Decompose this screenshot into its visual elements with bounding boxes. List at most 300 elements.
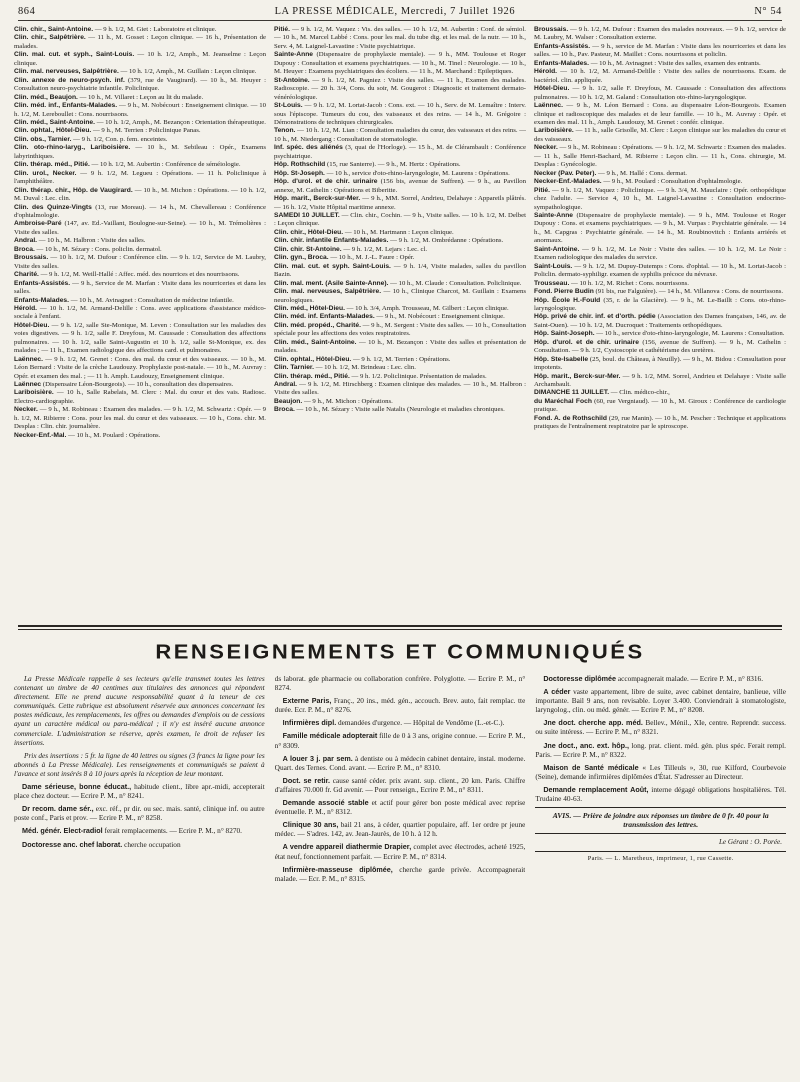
clinic-name: Andral. xyxy=(274,381,298,389)
clinic-name: Clin. ophtal., Hôtel-Dieu. xyxy=(274,355,352,363)
classified-ad xyxy=(14,840,265,849)
issue-number: N° 54 xyxy=(754,6,782,17)
running-head xyxy=(18,6,782,21)
clinic-entry xyxy=(534,178,786,186)
clinic-name: Broca. xyxy=(274,406,295,414)
saturday-heading: SAMEDI 10 JUILLET. xyxy=(274,211,340,219)
ad-lead: Clinique 30 ans, xyxy=(282,820,339,830)
clinic-details: — 9 h. 1/2, M. Dupuy-Dutemps : Cons. d'ophtal. — 10 h., M. Lortat-Jacob : Policlin. dermato-syphiligr. examen de syphilis précoce du névraxe. xyxy=(534,262,786,279)
clinic-entry xyxy=(14,77,266,94)
clinic-entry xyxy=(14,356,266,381)
clinic-details: — 10 h., M. Avinagnet : Visite des salles, examen des entrants. xyxy=(589,59,761,67)
clinic-name: Hôp. Ste-Isabelle xyxy=(534,355,589,363)
sunday-heading: DIMANCHE 11 JUILLET. xyxy=(534,389,610,397)
clinic-name: Clin. méd., Saint-Antoine. xyxy=(274,338,357,346)
ad-lead: Jne doct., anc. ext. hôp., xyxy=(543,740,630,750)
clinic-entry xyxy=(14,26,266,34)
ad-lead: A vendre appareil diathermie Drapier, xyxy=(282,842,412,852)
clinic-name: Enfants-Malades. xyxy=(14,296,69,304)
clinic-name: Hôtel-Dieu. xyxy=(14,321,50,329)
clinic-details: — 10 h., M. Sézary : Cons. policlin. dermatol. xyxy=(34,245,162,253)
clinic-details: — 9 h., MM. Sorrel, Andrieu, Delahaye : Appareils plâtrés. — 16 h. 1/2, Visite Hôpital maritime annexe. xyxy=(274,195,526,211)
schedule-column-3 xyxy=(534,26,786,619)
clinic-name: Andral. xyxy=(14,237,38,245)
clinic-details: (156, avenue de Suffren). — 9 h., M. Cathelin : Consultation. — 9 h. 1/2, Cystoscopie et cathétérisme des uretères. xyxy=(534,338,786,355)
page-number: 864 xyxy=(18,6,36,17)
clinic-details: — 9 h., M. Poulard : Consultation d'ophtalmologie. xyxy=(601,178,743,186)
section-banner: RENSEIGNEMENTS ET COMMUNIQUÉS xyxy=(155,639,645,663)
clinic-entry xyxy=(14,94,266,102)
clinic-name: Clin. mal. nerveuses, Salpêtrière. xyxy=(14,68,119,76)
saturday-first-entry: — Clin. chir., Cochin. — 9 h., Visite salles. — 10 h. 1/2, M. Delbet : Leçon clinique. xyxy=(274,211,526,228)
clinic-details: — 9 h. 1/2, M. Grenet : Cons. des mal. du cœur et des vaisseaux. — 10 h., M. Léon Bernard : Visite de la crèche Laudouzy. Prophylaxie post-natale. — 10 h., M. Auvray : Opér. et examen des mal. ; — 11 h. Amph. Laudouzy, Enseignement clinique. xyxy=(14,355,266,380)
classified-ad xyxy=(275,696,526,714)
clinic-details: — 11 h., M. Gosset : Leçon clinique. — 16 h., Présentation de malades. xyxy=(14,34,266,50)
clinic-entry xyxy=(274,229,526,237)
clinic-entry xyxy=(274,288,526,305)
clinic-name: Clin. méd., Saint-Antoine. xyxy=(14,118,95,126)
ad-text: Bellev., Ménil., XIe, centre. Reprendr. success. ou suite intéress. — Ecrire P. M., n° 8321. xyxy=(535,718,786,737)
classified-ad xyxy=(275,731,526,749)
clinic-entry xyxy=(14,119,266,127)
clinic-entry xyxy=(14,161,266,169)
clinic-entry xyxy=(14,305,266,322)
clinic-name: Clin. chir., Hôtel-Dieu. xyxy=(274,228,344,236)
clinic-name: Clin. méd., Beaujon. xyxy=(14,93,78,101)
clinic-name: Trousseau. xyxy=(534,279,570,287)
clinic-details: — 9 h. 1/2, M. Hirschberg : Examen clinique des malades. — 10 h., M. Halbron : Visite des salles. xyxy=(274,381,526,397)
clinic-name: Necker-Enf.-Mal. xyxy=(14,431,67,439)
clinic-details: — 9 h., M. Nobécourt : Enseignement clinique. xyxy=(374,313,505,321)
clinic-details: — 9 h., M. Robineau : Opérations. — 9 h. 1/2, M. Schwartz : Examen des malades. — 11 h., Salle Henri-Bachard, M. Ribierre : Leçon clin. — 11 h., Cons. chirurgie, M. Desplas : Gynécologie. xyxy=(534,144,786,169)
section-rule-thin xyxy=(18,629,782,630)
ad-text: à dentiste ou à médecin cabinet dentaire, instal. moderne. Quart. des Ternes. Cond. avant. — Ecrire P. M., n° 8310. xyxy=(274,753,526,772)
clinic-details: (379, rue de Vaugirard). — 10 h., M. Heuyer : Consultation neuro-psychiatrie infantile. Policlinique. xyxy=(14,76,266,93)
clinic-details: — 10 h. 1/2, M. Dufour : Conférence clin. — 9 h. 1/2, Service de M. Laubry, Visite des salles. xyxy=(14,254,266,270)
clinic-details: — 10 h. 3/4, Amph. Trousseau, M. Gilbert : Leçon clinique. xyxy=(344,304,509,312)
classified-ad xyxy=(535,687,786,714)
clinic-details: — 10 h., M. Halbron : Visite des salles. xyxy=(37,237,146,245)
classified-ad xyxy=(275,718,526,727)
clinic-name: Necker (Pav. Peter). xyxy=(534,169,597,177)
clinic-name: Clin. méd., Hôtel-Dieu. xyxy=(274,304,345,312)
notice-box: AVIS. — Prière de joindre aux réponses un timbre de 0 fr. 40 pour la transmission des lettres. xyxy=(535,807,786,833)
ad-lead: A céder xyxy=(543,687,571,697)
clinic-entry xyxy=(274,263,526,280)
clinic-details: — 10 h., M. Bezançon : Visite des salles et présentation de malades. xyxy=(274,338,526,355)
classified-ad xyxy=(275,820,526,838)
clinic-entry xyxy=(534,170,786,178)
clinic-details: (Dispensaire Léon-Bourgeois). — 10 h., consultation des dispensaires. xyxy=(41,381,234,389)
clinic-name: Hôp. marit., Berck-sur-Mer. xyxy=(534,372,621,380)
ad-lead: Dame sérieuse, bonne éducat., xyxy=(22,782,132,792)
clinic-details: — 9 h., M. Sergent : Visite des salles. — 10 h., Consultation spéciale pour les affections des voies respiratoires. xyxy=(274,321,526,338)
clinic-name: Hôp. marit., Berck-sur-Mer. xyxy=(274,195,361,203)
clinic-entry xyxy=(274,195,526,212)
clinic-entry xyxy=(274,364,526,372)
clinic-details: (Dispensaire de prophylaxie mentale). — 9 h., MM. Toulouse et Roger Dupouy : Cons. et examens psychiatriques. — 9 h., M. Vurpas : Psychiatrie générale. — 14 h., M. Capgras : Psychiatrie générale. — 14 h., M. Roubinovitch : Enfants arriérés et anormaux. xyxy=(534,211,786,245)
clinic-details: (60, rue Vergniaud). — 10 h., M. Giroux : Conférence de cardiologie pratique. xyxy=(534,397,786,414)
sunday-lead: — Clin. médico-chir., xyxy=(609,389,670,397)
clinic-entry xyxy=(274,381,526,398)
clinic-name: Necker. xyxy=(14,406,38,414)
clinic-name: Lariboisière. xyxy=(534,127,574,135)
clinic-name: Clin. chir. infantile Enfants-Malades. xyxy=(274,237,389,245)
ad-lead: Externe Paris, xyxy=(282,696,332,706)
clinic-name: Clin. chir., Saint-Antoine. xyxy=(14,26,94,33)
clinic-name: Hôtel-Dieu. xyxy=(534,85,570,93)
clinic-details: — 9 h. 1/2, M. Vaquez : Vis. des salles. — 10 h. 1/2, M. Aubertin : Conf. de sémiol. — 10 h., M. Marcel Labbé : Cons. pour les mal. du tube dig. et les mal. de la nutr. — 10 h., Serv. 4, M. Laignel-Lavastine : Visite psychiatrique. xyxy=(274,26,526,50)
clinic-entry xyxy=(534,288,786,296)
clinic-entry xyxy=(534,339,786,356)
clinic-details: — 10 h. 1/2, M. Brindeau : Lec. clin. xyxy=(314,364,416,372)
ad-lead: Demande associé stable xyxy=(282,798,369,808)
clinic-name: Hôp. St-Joseph. xyxy=(274,169,325,177)
clinic-details: — 10 h., M. Michon : Opérations. — 10 h. 1/2, M. Duval : Lec. clin. xyxy=(14,186,266,203)
clinic-details: — 9 h. 1/2, M. Dufour : Examen des malades nouveaux. — 9 h. 1/2, service de M. Laubry, M. Walser : Consultation externe. xyxy=(534,26,786,42)
clinic-name: Clin. thérap. chir., Hôp. de Vaugirard. xyxy=(14,186,133,194)
clinic-details: — 9 h., M. Robineau : Examen des malades. — 9 h. 1/2, M. Schwartz : Opér. — 9 h. 1/2, M. Ribierre : Cons. pour les mal. du cœur et des vaisseaux. — 10 h., Cons. chir. M. Desplas : Clin. chir. journalière. xyxy=(14,406,266,431)
ad-lead: Maison de Santé médicale xyxy=(543,762,639,772)
clinic-name: Inf. spéc. des aliénés xyxy=(274,144,343,152)
clinic-details: — 9 h. 1/2, M. Lejars : Lec. cl. xyxy=(341,245,428,253)
clinic-details: (147, av. Ed.-Vaillant, Boulogne-sur-Seine). — 10 h., M. Trémolières : Visite des salles. xyxy=(14,220,266,236)
clinic-name: Clin. gyn., Broca. xyxy=(274,254,329,262)
clinic-name: Pitié. xyxy=(534,186,550,194)
clinic-entry xyxy=(274,26,526,51)
clinic-details: (3, quai de l'Horloge). — 15 h., M. de Clérambault : Conférence psychiatrique. xyxy=(274,144,526,160)
clinic-details: — 9 h. 1/2. Policlinique. Présentation de malades. xyxy=(349,372,487,380)
clinic-name: Hôp. d'urol. et de chir. urinaire xyxy=(534,338,639,346)
classifieds-column-1 xyxy=(14,674,265,1034)
ad-text: Franç., 20 ins., méd. gén., accouch. Brev. auto, fait remplac. tte durée. Ecr. P. M., n° 8276. xyxy=(274,696,526,715)
clinic-entry xyxy=(14,51,266,68)
clinic-name: Tenon. xyxy=(274,127,296,135)
clinic-details: — 10 h. 1/2, M. Lian : Consultation maladies du cœur, des vaisseaux et des reins. — 10 h., M. Niedergang : Consultation de stomatologie. xyxy=(274,127,526,143)
clinic-entry xyxy=(274,178,526,195)
ad-lead: Infirmières dipl. xyxy=(282,718,337,728)
clinic-name: Hérold. xyxy=(534,68,558,76)
clinic-name: Clin. annexe de neuro-psych. inf. xyxy=(14,76,125,84)
saturday-entry xyxy=(274,212,526,229)
ad-text: vaste appartement, libre de suite, avec cabinet dentaire, banlieue, ville importante. Bail 9 ans, non revisable. Loyer 3.400. Conviendrait à stomatologiste, laryngolog., clin. ou méd. génér. — Ecrire P. M., n° 8208. xyxy=(535,687,786,715)
clinic-name: Hôp. Rothschild xyxy=(274,161,326,169)
clinic-name: Beaujon. xyxy=(274,397,303,405)
clinic-name: Saint-Louis. xyxy=(534,262,573,270)
clinic-details: — 11 h., salle Grisolle, M. Clerc : Leçon clinique sur les maladies du cœur et des vaisseaux. xyxy=(534,127,786,143)
clinic-name: Enfants-Assistés. xyxy=(534,42,591,50)
ad-text: cherche occupation xyxy=(122,839,181,849)
clinic-details: — 9 h. 1/2, M. Weill-Hallé : Affec. méd. des nourrices et des nourrissons. xyxy=(38,271,240,279)
clinic-entry xyxy=(274,406,526,414)
sunday-entry xyxy=(534,389,786,397)
clinic-entry xyxy=(274,322,526,339)
ad-text: bail 21 ans, à céder, quartier populaire, aff. 1er ordre pr jeune médec. — S'adres. 142, av. Jean-Jaurès, de 10 h. à 12 h. xyxy=(274,820,526,839)
classified-ad xyxy=(275,776,526,794)
clinic-entry xyxy=(14,136,266,144)
clinic-name: du Maréchal Foch xyxy=(534,397,592,405)
clinic-details: — 9 h. 1/2, salle F. Dreyfous, M. Caussade : Consultation des affections pulmonaires. — 10 h. 1/2, M. Galand : Consultation oto-rhino-laryngologique. xyxy=(534,85,786,101)
clinic-entry xyxy=(274,170,526,178)
clinic-details: — 10 h. 1/2, M. Armand-Delille : Cons. avec applications d'assistance médico-sociale à l'enfant. xyxy=(14,304,266,321)
ad-text: et actif pour gérer bon poste médical avec reprise éventuelle. P. M., n° 8312. xyxy=(274,798,526,817)
clinic-entry xyxy=(274,398,526,406)
clinic-details: — 10 h., M. Claude : Consultation. Policlinique. xyxy=(388,279,522,287)
clinic-name: St-Antoine. xyxy=(274,76,310,84)
clinic-name: Clin. méd. inf., Enfants-Malades. xyxy=(14,102,118,110)
clinic-details: — 9 h. 1/2, M. Le Noir : Visite des salles. — 10 h. 1/2, M. Le Noir : Examen radiologique des malades du service. xyxy=(534,245,786,262)
clinic-name: Laënnec. xyxy=(14,355,43,363)
clinic-name: Hérold. xyxy=(14,304,38,312)
clinic-details: — 9 h., service de M. Marfan : Visite dans les nourriceries et dans les salles. — 10 h., Pav. Pasteur, M. Maillet : Cons. nourrissons et policlin. xyxy=(534,42,786,59)
classified-ad xyxy=(14,782,265,800)
clinic-entry xyxy=(274,305,526,313)
ad-text: interne dégagé obligations hospitalières. Tél. Trudaine 40-63. xyxy=(535,784,786,804)
clinic-entry xyxy=(14,220,266,237)
classifieds-column-3 xyxy=(535,674,786,1034)
clinic-name: Clin. obs., Tarnier. xyxy=(14,135,72,143)
clinic-details: — 10 h., service d'oto-rhino-laryngologie, M. Laurens : Consultation. xyxy=(594,330,785,338)
clinic-entry xyxy=(14,381,266,389)
clinic-entry xyxy=(14,237,266,245)
clinic-name: Necker. xyxy=(534,144,558,152)
clinic-details: — 9 h., Service de M. Marfan : Visite dans les nourriceries et dans les salles. xyxy=(14,279,266,296)
clinic-details: — 9 h. 1/2, salle Ste-Monique, M. Leven : Consultation sur les maladies des voies digestives. — 9 h. 1/2, salle F. Dreyfous, M. Caussade : Consultation des affections pulmonaires. — 10 h. 1/2, salle Saint-Augustin et 10 h. 1/2, salle St-Monique, ex. des malades ; — 11 h., Examen radiologique des affections card. et pulmonaires. xyxy=(14,321,266,355)
ad-lead: Dr recom. dame sér., xyxy=(22,804,94,814)
clinic-details: — 9 h., M. Hallé : Cons. dermat. xyxy=(596,169,687,177)
ad-text: « Les Tilleuls », 30, rue Kilford, Courbevoie (Seine), demande infirmières diplômées d'État. S'adresser au Directeur. xyxy=(535,762,786,781)
classified-ad xyxy=(535,741,786,759)
clinic-details: — 9 h. 1/2, M. Giet : Laboratoire et clinique. xyxy=(93,26,217,33)
clinic-name: Fond. A. de Rothschild xyxy=(534,414,607,422)
clinic-entry xyxy=(274,127,526,144)
clinic-entry xyxy=(274,246,526,254)
section-rule xyxy=(18,625,782,627)
clinic-name: Broussais. xyxy=(14,254,49,262)
clinic-name: Clin. des Quinze-Vingts xyxy=(14,203,92,211)
clinic-details: — 10 h., M. Villaret : Leçon au lit du malade. xyxy=(77,93,204,101)
ad-lead: Méd. génér. Elect-radiol xyxy=(22,826,103,836)
clinic-entry xyxy=(14,246,266,254)
clinic-entry xyxy=(534,415,786,432)
clinic-entry xyxy=(14,102,266,119)
clinic-details: — 10 h. 1/2, M. Richet : Cons. nourrissons. xyxy=(569,279,689,287)
ad-text: cause santé céder. prix avant. sup. client., 20 km. Paris. Chiffre d'affaires 70.000 fr. Gd avenir. — Pour renseign., Ecrire P. M., n° 8311. xyxy=(274,775,526,794)
clinic-name: Broussais. xyxy=(534,26,569,33)
clinic-details: — 10 h., service d'oto-rhino-laryngologie, M. Laurens : Opérations. xyxy=(324,169,510,177)
clinic-entry xyxy=(534,246,786,263)
clinic-details: (13, rue Moreau). — 14 h., M. Chevallereau : Conférence d'ophtalmologie. xyxy=(14,203,266,219)
clinic-entry xyxy=(274,313,526,321)
clinic-entry xyxy=(274,144,526,161)
clinic-details: — 10 h., M. Poulard : Opérations. xyxy=(66,431,161,439)
clinic-entry xyxy=(534,313,786,330)
clinic-entry xyxy=(534,102,786,127)
clinic-name: Pitié. xyxy=(274,26,290,33)
clinic-details: — 10 h., Clinique Charcot, M. Guillain : Examens neurologiques. xyxy=(274,288,526,304)
classifieds-prices: Prix des insertions : 5 fr. la ligne de 40 lettres ou signes (3 francs la ligne pour les abonnés à La Presse Médicale). Les renseignements et communiqués se paient à l'avance et sont insérés 8 à 10 jours après la réception de leur montant. xyxy=(14,750,265,778)
ad-text: fille de 0 à 3 ans, origine connue. — Ecrire P. M., n° 8309. xyxy=(274,731,526,750)
clinic-name: Clin. chir., Salpêtrière. xyxy=(14,34,86,42)
clinic-entry xyxy=(534,356,786,373)
clinic-details: — 10 h. 1/2, M. Aubertin : Conférence de séméiologie. xyxy=(89,161,241,169)
clinic-details: — 9 h. 1/2, M. Lortat-Jacob : Cons. ext. — 10 h., Serv. de M. Lemaître : Interv. sous l'épiscope. Tumeurs du cou, des vaisseaux et des reins. — 14 h., M. Grégoire : Démonstrations de techniques chirurgicales. xyxy=(274,102,526,126)
clinic-details: (15, rue Santerre). — 9 h., M. Hertz : Opérations. xyxy=(325,161,461,169)
clinic-details: — 9 h. 1/2, Con. p. fem. enceintes. xyxy=(71,135,168,143)
classified-ad xyxy=(14,804,265,822)
clinic-name: Clin. méd. propéd., Charité. xyxy=(274,321,361,329)
clinic-entry xyxy=(534,187,786,212)
clinic-name: Hôp. Saint-Joseph. xyxy=(534,330,595,338)
clinic-name: Clin. ophtal., Hôtel-Dieu. xyxy=(14,127,92,135)
clinic-details: — 10 h. 1/2, M. Armand-Delille : Visite des salles de nourrissons. Exam. de bactériol. clin. appliquée. xyxy=(534,68,786,84)
printer-line: Paris. — L. Maretheux, imprimeur, 1, rue Cassette. xyxy=(535,851,786,863)
clinic-entry xyxy=(14,127,266,135)
clinic-entry xyxy=(14,432,266,440)
clinic-entry xyxy=(14,254,266,271)
clinic-entry xyxy=(274,254,526,262)
ad-lead: Jne doct. cherche app. méd. xyxy=(543,718,643,728)
ad-text: ferait remplacements. — Ecrire P. M., n° 8270. xyxy=(102,826,242,836)
classified-ad xyxy=(275,842,526,860)
ad-lead: Demande remplacement Août, xyxy=(543,784,649,794)
clinic-name: Charité. xyxy=(14,271,39,279)
schedule-column-1 xyxy=(14,26,266,619)
clinic-details: — 10 h., M. Hartmann : Leçon clinique. xyxy=(343,228,454,236)
clinic-entry xyxy=(534,26,786,43)
clinic-details: — 9 h. 1/2, M. Legueu : Opérations. — 11 h. Policlinique à l'amphithéâtre. xyxy=(14,169,266,186)
clinic-entry xyxy=(14,204,266,221)
clinic-entry xyxy=(274,280,526,288)
clinic-name: Clin. thérap. méd., Pitié. xyxy=(14,161,90,169)
manager-signature: Le Gérant : O. Porée. xyxy=(718,837,783,846)
clinic-details: — 9 h., M. Nobécourt : Enseignement clinique. — 10 h. 1/2, M. Lereboullet : Cons. nourrissons. xyxy=(14,102,266,118)
clinic-entry xyxy=(14,406,266,431)
clinic-name: Hôp. d'urol. et de chir. urinaire xyxy=(274,178,378,186)
clinic-details: — 10 h. 1/2, Amph., M. Jeanselme : Leçon clinique. xyxy=(14,51,266,67)
clinic-details: (91 bis, rue Falguière). — 14 h., M. Villanova : Cons. de nourrissons. xyxy=(593,288,784,296)
clinic-entry xyxy=(534,60,786,68)
clinic-name: Clin. méd. inf. Enfants-Malades. xyxy=(274,313,375,321)
classified-ad xyxy=(275,865,526,883)
clinic-details: — 9 h., M. Terrien : Policlinique Panas. xyxy=(91,127,201,135)
clinic-name: Clin. mal. cut. et syph. Saint-Louis. xyxy=(274,262,391,270)
clinic-entry xyxy=(14,297,266,305)
clinic-entry xyxy=(14,170,266,187)
ad-text: complet avec électrodes, acheté 1925, état neuf, fonctionnement parfait. — Ecrire P. M., n° 8314. xyxy=(274,842,526,861)
clinic-name: Enfants-Assistés. xyxy=(14,279,71,287)
clinic-entry xyxy=(534,373,786,390)
journal-title: LA PRESSE MÉDICALE, Mercredi, 7 Juillet 1926 xyxy=(274,6,516,17)
classified-ad xyxy=(275,798,526,816)
clinic-entry xyxy=(274,339,526,356)
clinic-details: (Dispensaire de prophylaxie mentale). — 9 h., MM. Toulouse et Roger Dupouy : Consultation et examens psychiatriques. — 10 h., M. Tinel : Neurologie. — 10 h., M. Heuyer : Examens psychiatriques des écoliers. — 11 h., M. Marchand : Epileptiques. xyxy=(274,51,526,76)
clinic-name: Fond. Pierre Budin xyxy=(534,288,594,296)
ad-text: ds laborat. gde pharmacie ou collaboration confrère. Polyglotte. — Ecrire P. M., n° 8274. xyxy=(274,674,526,693)
clinic-entry xyxy=(274,356,526,364)
clinic-entry xyxy=(534,263,786,280)
clinic-name: Hôp. privé de chir. inf. et d'orth. pédie xyxy=(534,313,656,321)
ad-text: cherche garde privée. Accompagnerait malade. — Ecr. P. M., n° 8315. xyxy=(274,864,526,883)
classifieds xyxy=(14,674,786,1034)
clinic-details: — 10 h., M. Sézary : Visite salle Natalis (Neurologie et maladies chroniques. xyxy=(294,406,505,414)
clinic-entry xyxy=(14,68,266,76)
clinic-entry xyxy=(534,280,786,288)
classifieds-column-2 xyxy=(275,674,526,1034)
clinic-name: Clin. Tarnier. xyxy=(274,364,315,372)
clinic-details: — 9 h. 1/2, M. Pagniez : Visite des salles. — 11 h., Examen des malades. Radioscopie. — 20 h. 3/4, Cons. du soir, M. Gougerot : Diagnostic et traitement dermato-vénéréologique. xyxy=(274,76,526,101)
clinic-entry xyxy=(274,373,526,381)
clinic-details: — 9 h., M. Michon : Opérations. xyxy=(302,397,393,405)
classified-ad xyxy=(535,785,786,803)
clinic-entry xyxy=(274,102,526,127)
classified-ad xyxy=(275,754,526,772)
clinic-details: (Association des Dames françaises, 146, av. de Saint-Ouen). — 10 h. 1/2, M. Ducroquet : Traitements orthopédiques. xyxy=(534,313,786,329)
clinic-name: Saint-Antoine. xyxy=(534,245,580,253)
ad-text: habitude client., libre apr.-midi, accepterait place chez docteur. — Ecrire P. M., n° 8241. xyxy=(14,782,265,801)
clinic-details: (29, rue Manin). — 10 h., M. Pescher : Technique et applications pratiques de l'entraînement respiratoire par le spiroscope. xyxy=(534,414,786,431)
clinic-entry xyxy=(14,271,266,279)
clinic-details: — 10 h., M. Avinagnet : Consultation de médecine infantile. xyxy=(69,296,234,304)
ad-lead: Infirmière-masseuse diplômée, xyxy=(282,864,393,874)
clinic-details: (25, boul. du Château, à Neuilly). — 9 h., M. Bidou : Consultation pour impotents. xyxy=(534,355,786,372)
ad-text: accompagnerait malade. — Ecrire P. M., n° 8316. xyxy=(616,674,764,683)
clinic-details: — 9 h. 1/2, M. Ombrédanne : Opérations. xyxy=(388,237,504,245)
clinic-details: — 10 h. 1/2, Amph., M. Guillain : Leçon clinique. xyxy=(118,68,257,76)
clinic-entry xyxy=(534,212,786,246)
clinic-details: (35, r. de la Glacière). — 9 h., M. Le-Baillt : Cons. oto-rhino-laryngologique. xyxy=(534,296,786,312)
clinic-name: Sainte-Anne xyxy=(534,211,574,219)
clinic-name: Clin. mal. cut. et syph., Saint-Louis. xyxy=(14,51,135,59)
clinic-entry xyxy=(534,398,786,415)
clinic-details: — 9 h. 1/2, M. Vaquez : Policlinique. — 9 h. 3/4, M. Mauclaire : Opér. orthopédique chez l'adulte. — Service 4, 10 h., M. Laignel-Lavastine : Consultation endocrino-sympathologique. xyxy=(534,186,786,211)
clinic-schedule xyxy=(14,26,786,619)
clinic-details: — 9 h. 1/2, MM. Sorrel, Andrieu et Delahaye : Visite salle Archambault. xyxy=(534,372,786,389)
clinic-entry xyxy=(14,144,266,161)
clinic-entry xyxy=(534,297,786,314)
clinic-name: Broca. xyxy=(14,245,35,253)
classified-ad xyxy=(535,763,786,781)
classified-ad xyxy=(535,674,786,683)
ad-lead: Doctoresse diplômée xyxy=(543,674,617,683)
clinic-entry xyxy=(534,85,786,102)
clinic-name: Laënnec xyxy=(14,381,42,389)
clinic-name: Ambroise-Paré xyxy=(14,220,62,228)
schedule-column-2 xyxy=(274,26,526,619)
clinic-name: Necker-Enf.-Malades. xyxy=(534,178,602,186)
ad-text: exc. réf., pr dir. ou sec. mais. santé, clinique inf. ou autre poste conf., Paris et prov. — Ecrire P. M., n° 8258. xyxy=(14,804,265,823)
clinic-details: — 10 h., Salle Rabelais, M. Clerc : Mal. du cœur et des vais. Radiosc. Electro-cardiographie. xyxy=(14,389,266,405)
clinic-details: — 9 h., M. Léon Bernard : Cons. au dispensaire Léon-Bourgeois. Examen clinique et radioscopique des malades et de leur famille. — 10 h., M. Auvray : Opér. et examen des mal. 11 h., Amph. Laudouzy, M. Grenet : confér. clinique. xyxy=(534,102,786,126)
clinic-entry xyxy=(14,280,266,297)
clinic-name: Clin. oto-rhino-laryg., Lariboisière. xyxy=(14,144,131,152)
clinic-entry xyxy=(274,161,526,169)
clinic-entry xyxy=(534,127,786,144)
clinic-details: — 10 h. 1/2, Amph., M. Bezançon : Orientation thérapeutique. xyxy=(95,118,266,126)
clinic-name: Laënnec. xyxy=(534,102,563,110)
clinic-entry xyxy=(14,34,266,51)
clinic-entry xyxy=(534,68,786,85)
clinic-details: — 10 h., M. J.-L. Faure : Opér. xyxy=(328,254,415,262)
clinic-name: Clin. mal. ment. (Asile Sainte-Anne). xyxy=(274,279,389,287)
clinic-name: St-Louis. xyxy=(274,102,303,110)
clinic-entry xyxy=(274,51,526,76)
ad-lead: A louer 3 j. par sem. xyxy=(282,753,353,763)
clinic-name: Clin. urol., Necker. xyxy=(14,169,77,177)
clinic-entry xyxy=(534,43,786,60)
classifieds-intro: La Presse Médicale rappelle à ses lecteurs qu'elle transmet toutes les lettres contenant un timbre de 40 centimes aux titulaires des annonces qui répondent directement. Elle ne prend aucune responsabilité quant à la teneur de ces communiqués. Cette rubrique est absolument réservée aux annonces concernant les postes médicaux, les remplacements, les offres ou demandes d'emplois ou de cessions ayant un caractère médical ou para-médical ; il n'y est inséré aucune annonce commerciale. L'administration se réserve, après examen, le droit de refuser les insertions. xyxy=(14,674,265,747)
clinic-details: — 9 h. 1/4, Visite malades, salles du pavillon Bazin. xyxy=(274,262,526,279)
